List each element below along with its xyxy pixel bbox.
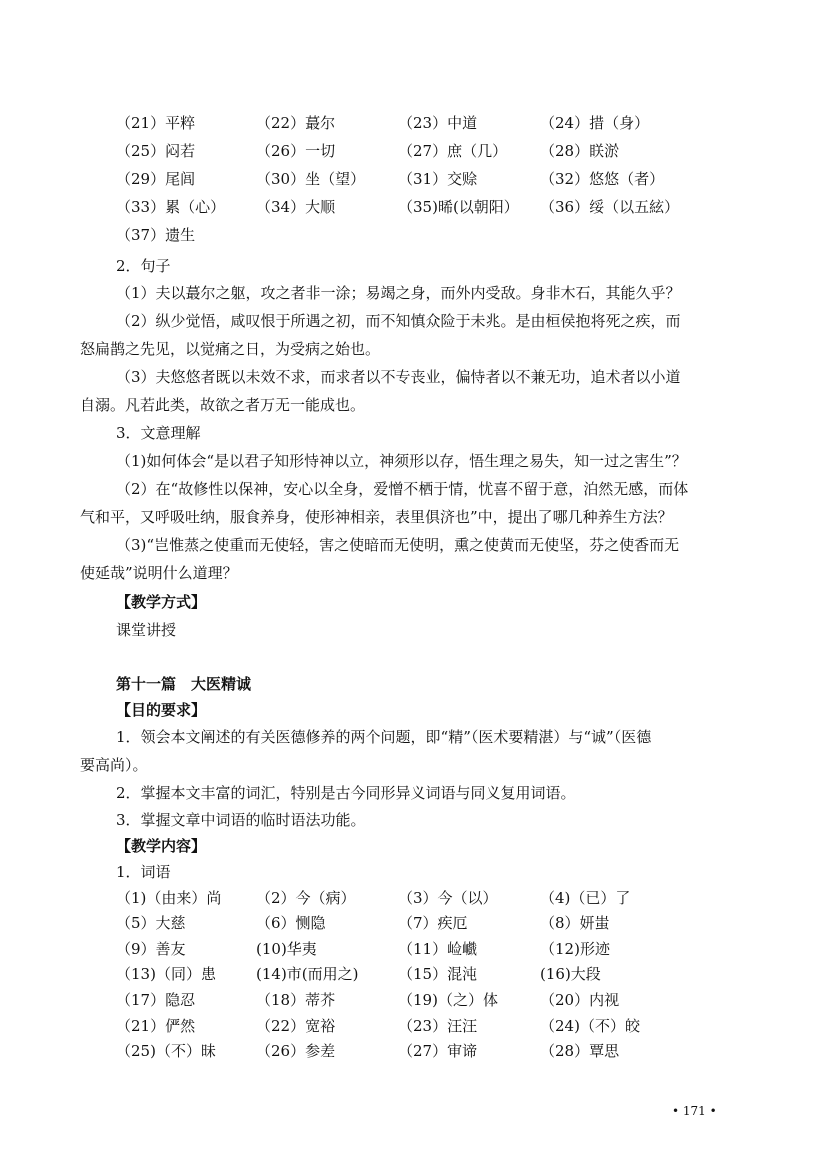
vocab-item: （34）大顺 xyxy=(256,198,336,216)
vocab-item: （15）混沌 xyxy=(398,965,478,983)
vocab-item: （36）绥（以五絃） xyxy=(540,198,680,216)
sentence-text: （2）纵少觉悟，咸叹恨于所遇之初，而不知慎众险于未兆。是由桓侯抱将死之疾，而 xyxy=(116,312,681,330)
vocab-item: （19)（之）体 xyxy=(398,991,498,1009)
vocab-item: （6）恻隐 xyxy=(256,914,326,932)
vocab-item: （22）蕞尔 xyxy=(256,114,336,132)
vocab-item: （21）俨然 xyxy=(116,1017,196,1035)
vocab-item: （8）妍蚩 xyxy=(540,914,610,932)
method-heading: 【教学方式】 xyxy=(116,593,207,611)
goal-text: 1．领会本文阐述的有关医德修养的两个问题，即“精”（医术要精湛）与“诚”（医德 xyxy=(116,728,652,746)
vocab-item: (14)市(而用之) xyxy=(256,965,359,983)
vocab-item: （3）今（以） xyxy=(398,889,498,907)
vocab-item: （9）善友 xyxy=(116,940,186,958)
question-text: （1)如何体会“是以君子知形恃神以立，神须形以存，悟生理之易失，知一过之害生”？ xyxy=(116,452,687,470)
vocab-item: （32）悠悠（者） xyxy=(540,170,665,188)
question-text: 使延哉”说明什么道理？ xyxy=(80,564,238,582)
vocab-item: （24）措（身） xyxy=(540,114,650,132)
vocab-item: （22）宽裕 xyxy=(256,1017,336,1035)
goal-text: 3．掌握文章中词语的临时语法功能。 xyxy=(116,811,366,829)
vocab-item: （27）庶（几） xyxy=(398,142,508,160)
sentence-text: 自溺。凡若此类，故欲之者万无一能成也。 xyxy=(80,396,366,414)
vocab-item: （18）蒂芥 xyxy=(256,991,336,1009)
vocab-item: （35)晞(以朝阳） xyxy=(398,198,519,216)
vocab-item: （30）坐（望） xyxy=(256,170,366,188)
vocab-item: （29）尾闾 xyxy=(116,170,196,188)
vocab-item: （25）闷若 xyxy=(116,142,196,160)
vocab-item: （28）覃思 xyxy=(540,1042,620,1060)
sentence-text: （1）夫以蕞尔之躯，攻之者非一涂；易竭之身，而外内受敌。身非木石，其能久乎？ xyxy=(116,284,681,302)
vocab-item: (10)华夷 xyxy=(256,940,317,958)
vocab-item: （20）内视 xyxy=(540,991,620,1009)
section-title: 3．文意理解 xyxy=(116,424,201,442)
vocab-item: （4)（已）了 xyxy=(540,889,631,907)
vocab-item: (16)大段 xyxy=(540,965,601,983)
content-heading: 【教学内容】 xyxy=(116,837,207,855)
sentence-text: 怒扁鹊之先见，以觉痛之日，为受病之始也。 xyxy=(80,340,381,358)
chapter-title: 第十一篇 大医精诚 xyxy=(116,675,252,693)
vocab-item: （17）隐忍 xyxy=(116,991,196,1009)
question-text: （2）在“故修性以保神，安心以全身，爱憎不栖于情，忧喜不留于意，泊然无感，而体 xyxy=(116,480,689,498)
vocab-item: （26）一切 xyxy=(256,142,336,160)
vocab-item: （37）遗生 xyxy=(116,226,196,244)
vocab-item: （5）大慈 xyxy=(116,914,186,932)
goal-text: 要高尚）。 xyxy=(80,756,148,774)
section-title: 2．句子 xyxy=(116,257,171,275)
question-text: 气和平，又呼吸吐纳，服食养身，使形神相亲，表里俱济也”中，提出了哪几种养生方法？ xyxy=(80,508,673,526)
vocab-item: （2）今（病） xyxy=(256,889,356,907)
vocab-item: （12)形迹 xyxy=(540,940,610,958)
vocab-item: （33）累（心） xyxy=(116,198,226,216)
vocab-item: （31）交赊 xyxy=(398,170,478,188)
vocab-item: （13)（同）患 xyxy=(116,965,216,983)
sentence-text: （3）夫悠悠者既以未效不求，而求者以不专丧业，偏恃者以不兼无功，追术者以小道 xyxy=(116,368,681,386)
vocab-item: （1)（由来）尚 xyxy=(116,889,222,907)
vocab-item: （23）汪汪 xyxy=(398,1017,478,1035)
vocab-item: （23）中道 xyxy=(398,114,478,132)
vocab-item: （27）审谛 xyxy=(398,1042,478,1060)
method-text: 课堂讲授 xyxy=(116,621,177,639)
vocab-item: （11）崄巇 xyxy=(398,940,478,958)
vocab-item: （28）眹淤 xyxy=(540,142,620,160)
goals-heading: 【目的要求】 xyxy=(116,701,207,719)
vocab-item: （25)（不）昧 xyxy=(116,1042,216,1060)
question-text: （3)“岂惟蒸之使重而无使轻，害之使暗而无使明，熏之使黄而无使坚，芬之使香而无 xyxy=(116,536,680,554)
vocab-item: （26）参差 xyxy=(256,1042,336,1060)
goal-text: 2．掌握本文丰富的词汇，特别是古今同形异义词语与同义复用词语。 xyxy=(116,784,576,802)
section-title: 1．词语 xyxy=(116,863,171,881)
vocab-item: （24)（不）皎 xyxy=(540,1017,640,1035)
vocab-item: （21）平粹 xyxy=(116,114,196,132)
vocab-item: （7）疾厄 xyxy=(398,914,468,932)
page-number: • 171 • xyxy=(672,1104,717,1118)
